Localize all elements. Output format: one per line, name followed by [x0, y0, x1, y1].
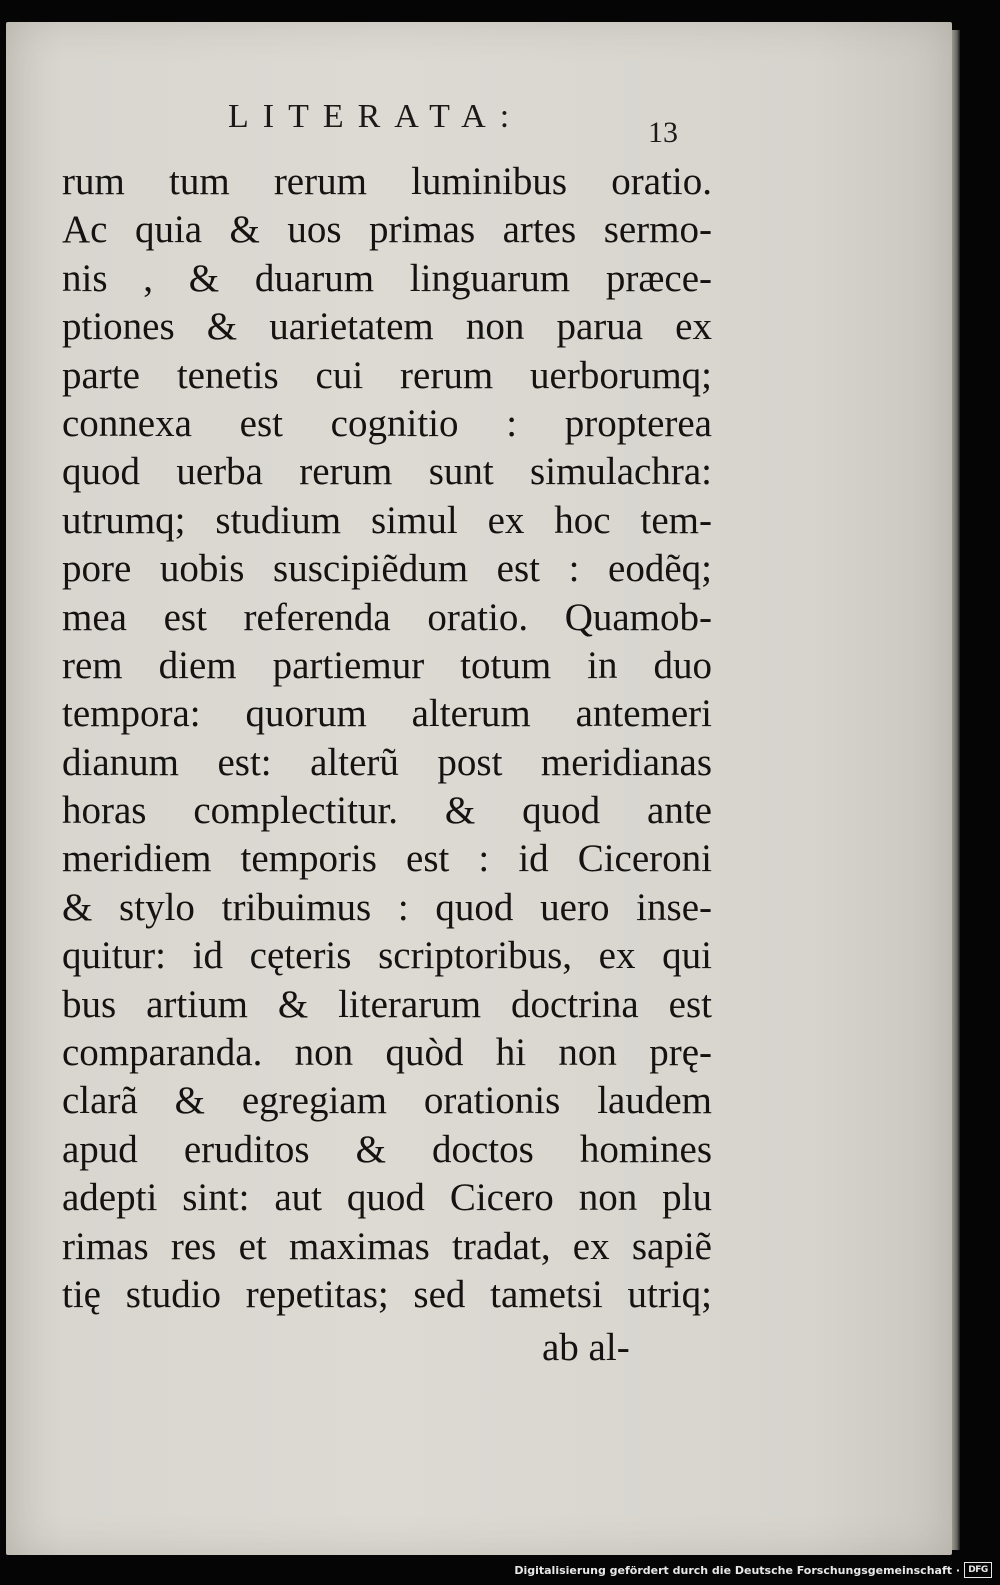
text-block: [62, 158, 712, 1319]
text-line: dianum est: alterũ post meridianas: [62, 740, 712, 784]
text-line: connexa est cognitio : propterea: [62, 401, 712, 445]
text-line: parte tenetis cui rerum uerborumq;: [62, 353, 712, 397]
text-line: pore uobis suscipiẽdum est : eodẽq;: [62, 547, 712, 591]
text-line: rum tum rerum luminibus oratio.: [62, 160, 712, 203]
catchword: ab al-: [542, 1326, 630, 1369]
text-line: rem diem partiemur totum in duo: [62, 643, 712, 687]
text-line: & stylo tribuimus : quod uero inse-: [62, 885, 712, 929]
page-number: 13: [648, 116, 678, 149]
text-line: mea est referenda oratio. Quamob-: [62, 595, 712, 639]
credit-text: Digitalisierung gefördert durch die Deutsche Forschungsgemeinschaft ·: [514, 1563, 960, 1577]
text-line: rimas res et maximas tradat, ex sapiẽ: [62, 1224, 712, 1268]
dfg-logo-icon: DFG: [964, 1562, 992, 1578]
text-line: Ac quia & uos primas artes sermo-: [62, 208, 712, 252]
text-line: tempora: quorum alterum antemeri: [62, 692, 712, 736]
text-line: quod uerba rerum sunt simulachra:: [62, 450, 712, 494]
text-line: tię studio repetitas; sed tametsi utriq;: [62, 1272, 712, 1316]
text-line: utrumq; studium simul ex hoc tem-: [62, 498, 712, 542]
text-line: adepti sint: aut quod Cicero non plu: [62, 1176, 712, 1220]
text-line: quitur: id cęteris scriptoribus, ex qui: [62, 934, 712, 978]
text-line: apud eruditos & doctos homines: [62, 1127, 712, 1171]
text-line: ptiones & uarietatem non parua ex: [62, 305, 712, 349]
digitization-credit: [514, 1559, 992, 1581]
text-line: horas complectitur. & quod ante: [62, 789, 712, 833]
running-head: LITERATA:: [228, 98, 524, 135]
text-line: nis , & duarum linguarum præce-: [62, 256, 712, 300]
text-line: meridiem temporis est : id Ciceroni: [62, 837, 712, 881]
text-line: comparanda. non quòd hi non prę-: [62, 1031, 712, 1075]
text-line: clarã & egregiam orationis laudem: [62, 1079, 712, 1123]
text-line: bus artium & literarum doctrina est: [62, 982, 712, 1026]
page-edge: [952, 30, 960, 1550]
